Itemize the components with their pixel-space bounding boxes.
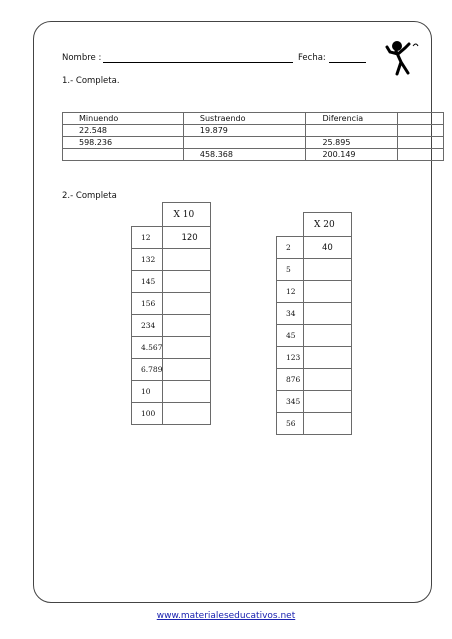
- number-cell: 10: [132, 381, 163, 403]
- extra-cell: [397, 113, 443, 125]
- answer-cell[interactable]: [304, 369, 352, 391]
- multiply-by-10-table: [131, 202, 211, 425]
- table-row: [63, 149, 444, 161]
- table-row: [277, 413, 352, 435]
- number-cell: 876: [277, 369, 304, 391]
- table-header-row: [63, 113, 444, 125]
- table-row: [277, 281, 352, 303]
- answer-cell[interactable]: [163, 359, 211, 381]
- table-cell: [306, 125, 397, 137]
- table-cell: [63, 149, 184, 161]
- extra-cell: [397, 149, 443, 161]
- table-cell: 598.236: [63, 137, 184, 149]
- table-row: [132, 293, 211, 315]
- answer-cell[interactable]: [163, 293, 211, 315]
- section2-title: 2.- Completa: [62, 191, 117, 201]
- answer-cell[interactable]: [163, 337, 211, 359]
- empty-corner: [277, 213, 304, 237]
- answer-cell[interactable]: [304, 413, 352, 435]
- table-row: [277, 325, 352, 347]
- table-row: [63, 137, 444, 149]
- number-cell: 145: [132, 271, 163, 293]
- column-header: Diferencia: [306, 113, 397, 125]
- number-cell: 234: [132, 315, 163, 337]
- number-cell: 156: [132, 293, 163, 315]
- subtraction-table: [62, 112, 444, 161]
- footer-link[interactable]: www.materialeseducativos.net: [156, 611, 296, 621]
- name-blank-line: [103, 62, 293, 63]
- page-border: [33, 21, 432, 603]
- table-row: [277, 237, 352, 259]
- empty-corner: [132, 203, 163, 227]
- table-header-row: [277, 213, 352, 237]
- table-cell: 22.548: [63, 125, 184, 137]
- thinking-figure-icon: [383, 40, 423, 76]
- answer-cell[interactable]: 120: [163, 227, 211, 249]
- column-header: Sustraendo: [183, 113, 306, 125]
- number-cell: 6.789: [132, 359, 163, 381]
- multiply-by-20-table: [276, 212, 352, 435]
- table-row: [132, 227, 211, 249]
- number-cell: 56: [277, 413, 304, 435]
- operation-header: X 10: [163, 203, 211, 227]
- number-cell: 123: [277, 347, 304, 369]
- number-cell: 132: [132, 249, 163, 271]
- answer-cell[interactable]: [163, 249, 211, 271]
- table-row: [132, 359, 211, 381]
- number-cell: 4.567: [132, 337, 163, 359]
- answer-cell[interactable]: [304, 281, 352, 303]
- extra-cell: [397, 125, 443, 137]
- number-cell: 100: [132, 403, 163, 425]
- name-label: Nombre :: [62, 53, 102, 63]
- operation-header: X 20: [304, 213, 352, 237]
- date-blank-line: [329, 62, 366, 63]
- table-cell: [183, 137, 306, 149]
- table-row: [132, 337, 211, 359]
- answer-cell[interactable]: [163, 315, 211, 337]
- number-cell: 2: [277, 237, 304, 259]
- column-header: Minuendo: [63, 113, 184, 125]
- number-cell: 34: [277, 303, 304, 325]
- number-cell: 5: [277, 259, 304, 281]
- answer-cell[interactable]: [304, 325, 352, 347]
- section1-title: 1.- Completa.: [62, 76, 120, 86]
- number-cell: 345: [277, 391, 304, 413]
- table-cell: 200.149: [306, 149, 397, 161]
- table-row: [277, 369, 352, 391]
- answer-cell[interactable]: [163, 403, 211, 425]
- table-row: [132, 381, 211, 403]
- table-row: [132, 315, 211, 337]
- table-row: [277, 391, 352, 413]
- answer-cell[interactable]: [304, 259, 352, 281]
- extra-cell: [397, 137, 443, 149]
- table-row: [63, 125, 444, 137]
- table-row: [277, 347, 352, 369]
- table-cell: 19.879: [183, 125, 306, 137]
- table-row: [132, 271, 211, 293]
- table-cell: 25.895: [306, 137, 397, 149]
- answer-cell[interactable]: [163, 271, 211, 293]
- answer-cell[interactable]: [304, 303, 352, 325]
- answer-cell[interactable]: 40: [304, 237, 352, 259]
- answer-cell[interactable]: [163, 381, 211, 403]
- date-label: Fecha:: [298, 53, 326, 63]
- table-header-row: [132, 203, 211, 227]
- table-cell: 458.368: [183, 149, 306, 161]
- table-row: [132, 403, 211, 425]
- number-cell: 45: [277, 325, 304, 347]
- answer-cell[interactable]: [304, 347, 352, 369]
- number-cell: 12: [132, 227, 163, 249]
- table-row: [277, 303, 352, 325]
- number-cell: 12: [277, 281, 304, 303]
- answer-cell[interactable]: [304, 391, 352, 413]
- table-row: [132, 249, 211, 271]
- table-row: [277, 259, 352, 281]
